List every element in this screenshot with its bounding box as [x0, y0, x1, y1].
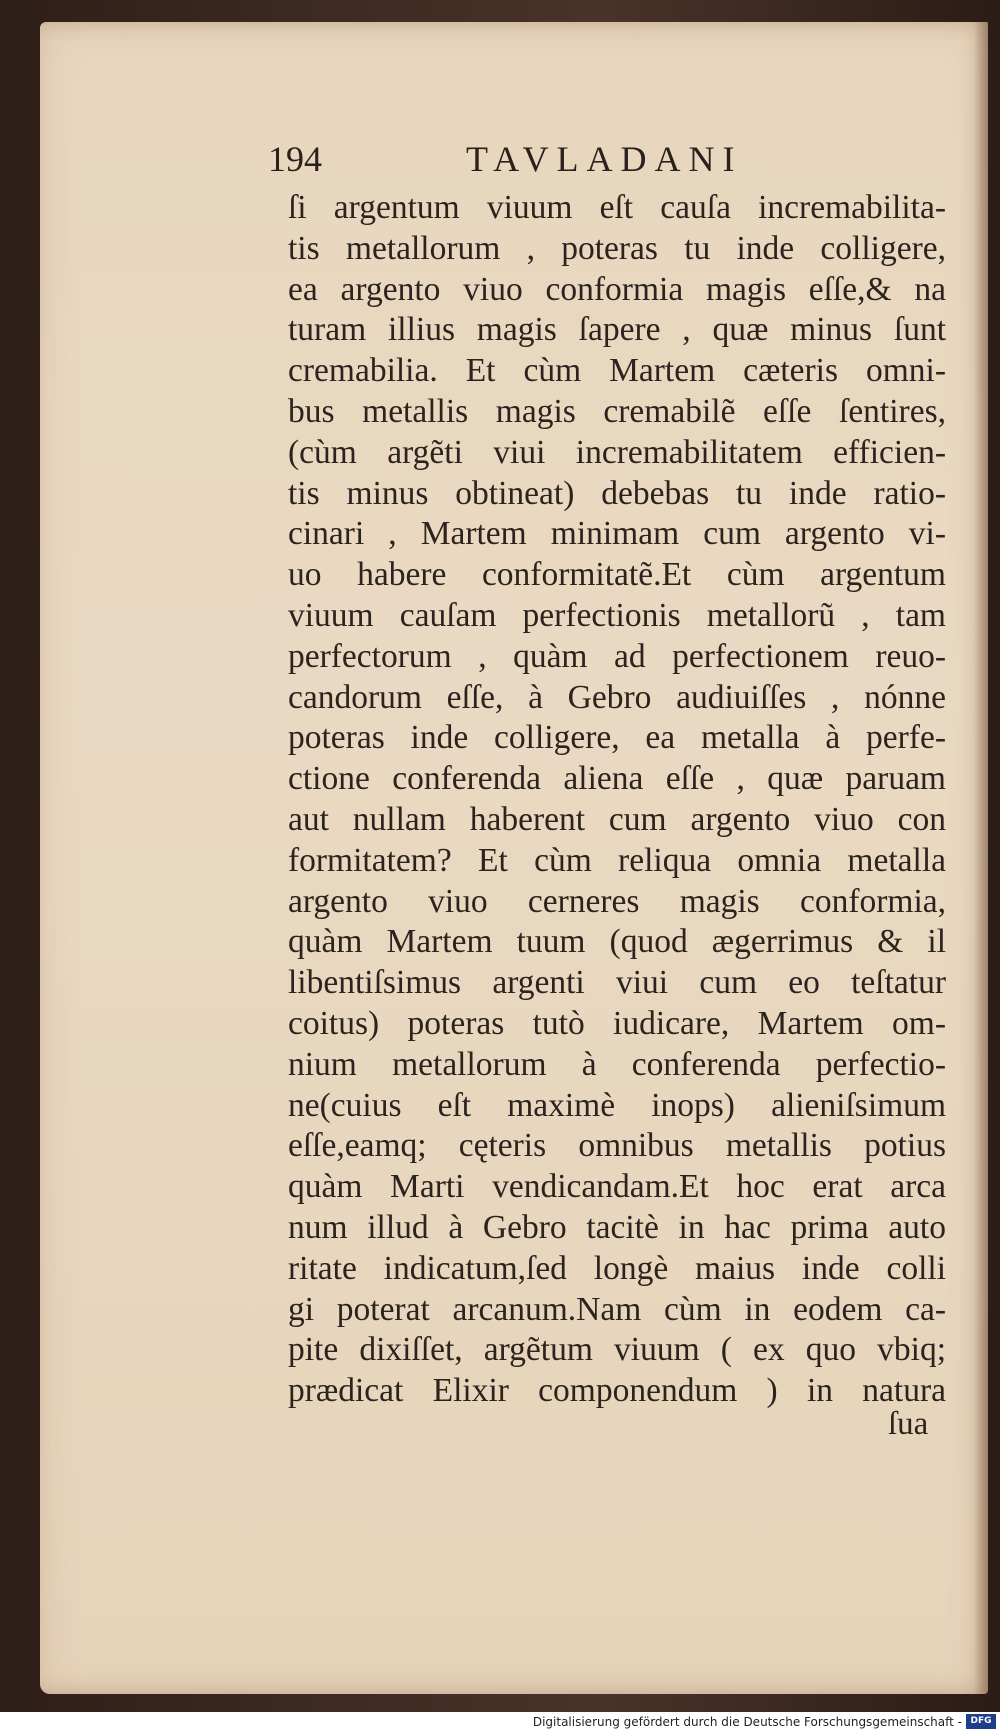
text-line: ctione conferenda aliena eſſe , quæ paruam	[288, 760, 946, 798]
text-line: quàm Marti vendicandam.Et hoc erat arca	[288, 1168, 946, 1206]
text-line: ea argento viuo conformia magis eſſe,& na	[288, 270, 946, 308]
footer-bar	[0, 1712, 1000, 1732]
text-line: quàm Martem tuum (quod ægerrimus & il	[288, 923, 946, 961]
text-line: tis metallorum , poteras tu inde colligere,	[288, 229, 946, 267]
text-line: ſi argentum viuum eſt cauſa incremabilita-	[288, 189, 946, 226]
text-line: num illud à Gebro tacitè in hac prima auto	[288, 1208, 946, 1246]
text-line: argento viuo cerneres magis conformia,	[288, 882, 946, 920]
text-line: perfectorum , quàm ad perfectionem reuo-	[288, 637, 946, 675]
page-number: 194	[268, 139, 322, 179]
text-line: coitus) poteras tutò iudicare, Martem om-	[288, 1004, 946, 1042]
text-line: turam illius magis ſapere , quæ minus ſunt	[288, 311, 946, 349]
text-line: eſſe,eamq; cęteris omnibus metallis potius	[288, 1127, 946, 1165]
running-head: TAVLADANI	[466, 139, 743, 179]
page-header	[248, 138, 808, 188]
dfg-logo: DFG	[966, 1714, 996, 1729]
text-line: tis minus obtineat) debebas tu inde ratio-	[288, 474, 946, 512]
text-line: aut nullam haberent cum argento viuo con	[288, 800, 946, 838]
text-line: libentiſsimus argenti viui cum eo teſtatur	[288, 964, 946, 1002]
text-line: candorum eſſe, à Gebro audiuiſſes , nónne	[288, 678, 946, 716]
text-line: ne(cuius eſt maximè inops) alieniſsimum	[288, 1086, 946, 1124]
text-line: cinari , Martem minimam cum argento vi-	[288, 515, 946, 553]
text-line: pite dixiſſet, argẽtum viuum ( ex quo vbiq;	[288, 1331, 946, 1369]
body-text	[288, 188, 946, 1412]
text-line: bus metallis magis cremabilẽ eſſe ſentires,	[288, 392, 946, 430]
text-line: gi poterat arcanum.Nam cùm in eodem ca-	[288, 1290, 946, 1328]
catchword: ſua	[888, 1406, 929, 1442]
footer-credit: Digitalisierung gefördert durch die Deutsche Forschungsgemeinschaft -	[532, 1715, 962, 1729]
text-line: prædicat Elixir componendum ) in natura	[288, 1372, 946, 1410]
text-line: formitatem? Et cùm reliqua omnia metalla	[288, 841, 946, 879]
text-line: ritate indicatum,ſed longè maius inde colli	[288, 1249, 946, 1287]
text-line: cremabilia. Et cùm Martem cæteris omni-	[288, 352, 946, 390]
text-line: nium metallorum à conferenda perfectio-	[288, 1045, 946, 1083]
text-line: poteras inde colligere, ea metalla à perfe-	[288, 719, 946, 757]
page-edge-shadow	[974, 22, 988, 1694]
text-line: viuum cauſam perfectionis metallorũ , tam	[288, 596, 946, 634]
text-line: uo habere conformitatẽ.Et cùm argentum	[288, 556, 946, 594]
text-line: (cùm argẽti viui incremabilitatem efficien-	[288, 433, 946, 471]
